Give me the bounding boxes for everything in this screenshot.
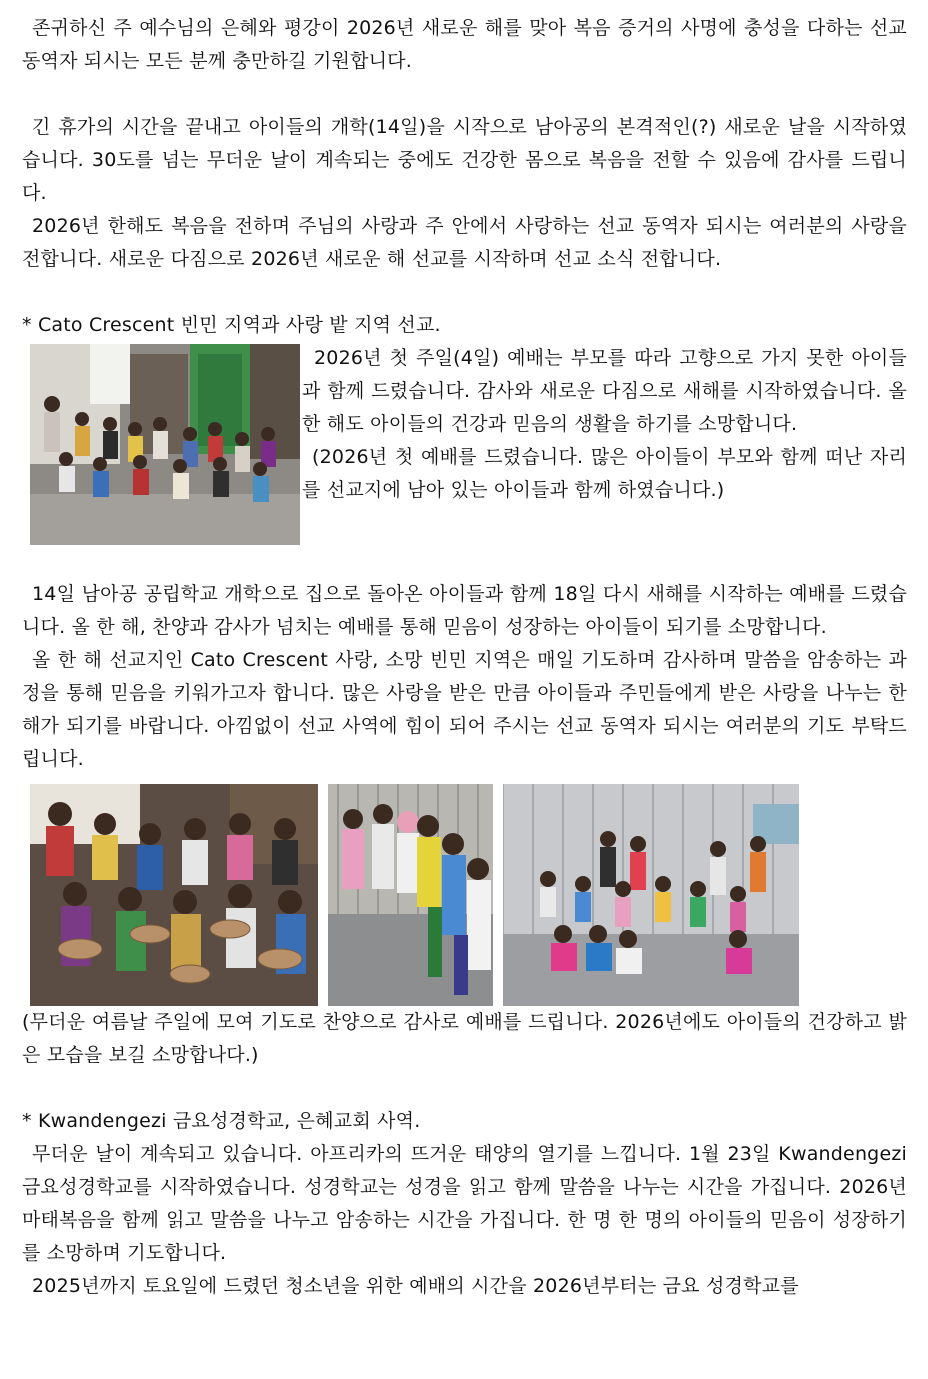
newsletter-page	[22, 12, 907, 1303]
first-service-paragraph: 2026년 첫 주일(4일) 예배는 부모를 따라 고향으로 가지 못한 아이들과 함께 드렸습니다. 감사와 새로운 다짐으로 새해를 시작하였습니다. 올 한 해도 아이들의 건강과 믿음의 생활을 하기를 소망합니다.	[302, 347, 907, 435]
bible-school-paragraph: 무더운 날이 계속되고 있습니다. 아프리카의 뜨거운 태양의 열기를 느낍니다. 1월 23일 Kwandengezi 금요성경학교를 시작하였습니다. 성경학교는 성경을 읽고 함께 말씀을 나누는 시간을 가집니다. 2026년 마태복음을 함께 읽고 말씀을 나누고 암송하는 시간을 가집니다. 한 명 한 명의 아이들의 믿음이 성장하기를 소망하며 기도합니다.	[22, 1143, 907, 1264]
intro-paragraph-2: 2026년 한해도 복음을 전하며 주님의 사랑과 주 안에서 사랑하는 선교 동역자 되시는 여러분의 사랑을 전합니다. 새로운 다짐으로 2026년 새로운 해 선교를 시작하며 선교 소식 전합니다.	[22, 215, 907, 270]
youth-worship-paragraph: 2025년까지 토요일에 드렸던 청소년을 위한 예배의 시간을 2026년부터는 금요 성경학교를	[32, 1275, 799, 1297]
photo-children-seated	[30, 344, 300, 545]
first-service-block	[22, 342, 907, 545]
first-service-caption: (2026년 첫 예배를 드렸습니다. 많은 아이들이 부모와 함께 떠난 자리를 선교지에 남아 있는 아이들과 함께 하였습니다.)	[302, 446, 907, 501]
school-opening-paragraph: 14일 남아공 공립학교 개학으로 집으로 돌아온 아이들과 함께 18일 다시 새해를 시작하는 예배를 드렸습니다. 올 한 해, 찬양과 감사가 넘치는 예배를 통해 믿음이 성장하는 아이들이 되기를 소망합니다.	[22, 583, 907, 638]
photo-gallery	[30, 784, 907, 1006]
photo-children-praying	[328, 784, 493, 1006]
cato-crescent-paragraph: 올 한 해 선교지인 Cato Crescent 사랑, 소망 빈민 지역은 매일 기도하며 감사하며 말씀을 암송하는 과정을 통해 믿음을 키워가고자 합니다. 많은 사랑을 받은 만큼 아이들과 주민들에게 받은 사랑을 나누는 한 해가 되기를 바랍니다. 아낌없이 선교 사역에 힘이 되어 주시는 선교 동역자 되시는 여러분의 기도 부탁드립니다.	[22, 649, 907, 770]
photo-children-group-worship	[503, 784, 799, 1006]
intro-paragraph: 긴 휴가의 시간을 끝내고 아이들의 개학(14일)을 시작으로 남아공의 본격적인(?) 새로운 날을 시작하였습니다. 30도를 넘는 무더운 날이 계속되는 중에도 건강한 몸으로 복음을 전할 수 있음에 감사를 드립니다.	[22, 116, 907, 204]
first-service-text	[300, 342, 907, 507]
photo-children-with-bowls	[30, 784, 318, 1006]
greeting-paragraph: 존귀하신 주 예수님의 은혜와 평강이 2026년 새로운 해를 맞아 복음 증거의 사명에 충성을 다하는 선교 동역자 되시는 모든 분께 충만하길 기원합니다.	[22, 17, 907, 72]
gallery-caption: (무더운 여름날 주일에 모여 기도로 찬양으로 감사로 예배를 드립니다. 2026년에도 아이들의 건강하고 밝은 모습을 보길 소망합나다.)	[22, 1011, 907, 1066]
section-heading-cato: * Cato Crescent 빈민 지역과 사랑 밭 지역 선교.	[22, 314, 441, 336]
section-heading-kwandengezi: * Kwandengezi 금요성경학교, 은혜교회 사역.	[22, 1110, 421, 1132]
